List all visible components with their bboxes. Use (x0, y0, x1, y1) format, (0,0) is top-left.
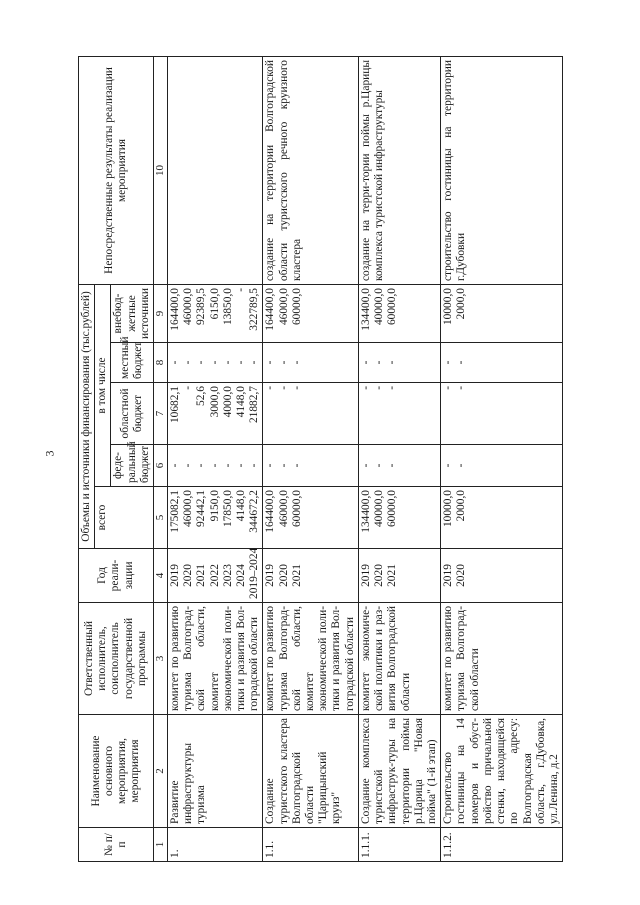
row-total-value: 4148,0 (234, 490, 247, 522)
row-regional-value: - (455, 386, 468, 390)
row-local-value: - (234, 360, 247, 365)
row-extrabudget-value: 322789,5 (248, 288, 261, 331)
row-regional-value: 52,6 (195, 386, 208, 406)
table-header (79, 57, 168, 862)
row-local-value: - (248, 360, 261, 365)
row-total-value: 344672,2 (248, 490, 261, 533)
row-result: создание на территории Волгоградской области туристского речного круизного кластера (263, 57, 359, 285)
column-index: 2 (154, 715, 168, 828)
row-local-value: - (277, 360, 290, 365)
header-extrabudget: внебюд-жетные источники (111, 285, 154, 343)
column-index-row (154, 57, 168, 862)
row-total (263, 487, 359, 549)
header-total: всего (95, 487, 154, 549)
row-federal-value: - (234, 463, 247, 468)
row-years-value: 2021 (195, 564, 208, 587)
row-extrabudget-value: 10000,0 (442, 288, 455, 326)
row-regional (263, 383, 359, 445)
row-result: строительство гостиницы на территории г.Дубовки (441, 57, 563, 285)
row-extrabudget-value: 46000,0 (277, 288, 290, 326)
row-regional (358, 383, 440, 445)
row-extrabudget-value: 60000,0 (290, 288, 303, 326)
row-federal-value: - (264, 463, 277, 468)
column-index: 10 (154, 57, 168, 285)
row-regional-value: - (182, 386, 195, 390)
row-local-value: - (195, 360, 208, 365)
row-years (441, 549, 563, 603)
page-number: 3 (42, 450, 57, 457)
row-extrabudget-value: - (234, 288, 247, 292)
header-name: Наименование основного мероприятия, мероприятия (79, 715, 154, 828)
row-total (167, 487, 263, 549)
row-total-value: 40000,0 (373, 490, 386, 528)
row-extrabudget (441, 285, 563, 343)
column-index: 8 (154, 343, 168, 383)
row-total-value: 10000,0 (442, 490, 455, 528)
program-table (78, 56, 563, 862)
row-number: 1.1.1. (358, 828, 440, 862)
row-federal-value: - (168, 463, 181, 468)
row-extrabudget-value: 40000,0 (373, 288, 386, 326)
row-extrabudget-value: 6150,0 (208, 288, 221, 320)
header-result: Непосредственные результаты реализации мероприятия (79, 57, 154, 285)
row-extrabudget-value: 164400,0 (264, 288, 277, 331)
row-local-value: - (168, 360, 181, 365)
column-index: 7 (154, 383, 168, 445)
row-years-value: 2021 (290, 564, 303, 587)
column-index: 6 (154, 445, 168, 487)
table-row (167, 57, 263, 862)
column-index: 1 (154, 828, 168, 862)
row-federal-value: - (373, 463, 386, 468)
column-index: 5 (154, 487, 168, 549)
header-finance: Объемы и источники финансирования (тыс.рублей) (79, 285, 95, 549)
table-row (441, 57, 563, 862)
row-years (358, 549, 440, 603)
row-result: создание на терри-тории поймы р.Царицы комплекса туристской инфраструктуры (358, 57, 440, 285)
row-total-value: 164400,0 (264, 490, 277, 533)
row-total-value: 175082,1 (168, 490, 181, 533)
rotated-page (78, 57, 568, 862)
row-local (441, 343, 563, 383)
row-years (263, 549, 359, 603)
row-federal (167, 445, 263, 487)
row-federal-value: - (248, 463, 261, 468)
row-extrabudget-value: 164400,0 (168, 288, 181, 331)
row-regional-value: - (359, 386, 372, 390)
row-years-value: 2019–2024 (248, 547, 261, 599)
header-responsible: Ответственный исполнитель, соисполнитель государственной программы (79, 603, 154, 715)
row-local-value: - (290, 360, 303, 365)
row-total-value: 60000,0 (290, 490, 303, 528)
header-year: Год реали-зации (79, 549, 154, 603)
row-federal-value: - (208, 463, 221, 468)
row-regional (441, 383, 563, 445)
row-responsible: комитет по развитию туризма Волгоград-ской области (441, 603, 563, 715)
header-regional: областной бюджет (111, 383, 154, 445)
row-federal-value: - (221, 463, 234, 468)
row-federal-value: - (455, 463, 468, 468)
row-local-value: - (373, 360, 386, 365)
row-years (167, 549, 263, 603)
row-number: 1.1.2. (441, 828, 563, 862)
row-years-value: 2023 (221, 564, 234, 587)
row-local-value: - (455, 360, 468, 365)
row-federal-value: - (442, 463, 455, 468)
header-num: № п/п (79, 828, 154, 862)
row-federal (358, 445, 440, 487)
row-years-value: 2019 (168, 564, 181, 587)
row-years-value: 2021 (386, 564, 399, 587)
row-total (358, 487, 440, 549)
row-federal (263, 445, 359, 487)
row-regional-value: - (386, 386, 399, 390)
row-total-value: 46000,0 (182, 490, 195, 528)
table-row (263, 57, 359, 862)
row-local-value: - (386, 360, 399, 365)
row-local-value: - (359, 360, 372, 365)
row-total-value: 2000,0 (455, 490, 468, 522)
row-federal-value: - (182, 463, 195, 468)
row-federal-value: - (386, 463, 399, 468)
header-including: в том числе (95, 285, 111, 487)
row-federal-value: - (277, 463, 290, 468)
row-total-value: 92442,1 (195, 490, 208, 528)
row-number: 1. (167, 828, 263, 862)
row-years-value: 2020 (182, 564, 195, 587)
row-years-value: 2019 (359, 564, 372, 587)
row-extrabudget-value: 92389,5 (195, 288, 208, 326)
row-extrabudget-value: 46000,0 (182, 288, 195, 326)
row-federal-value: - (359, 463, 372, 468)
row-local-value: - (264, 360, 277, 365)
row-regional-value: - (290, 386, 303, 390)
row-total-value: 17850,0 (221, 490, 234, 528)
table-row (358, 57, 440, 862)
row-regional-value: - (277, 386, 290, 390)
row-name: Создание туристского кластера Волгоградской области "Царицынский круиз" (263, 715, 359, 828)
row-name: Создание комплекса туристской инфраструк-туры на территории поймы р.Царица "Новая пойма" (1-й этап) (358, 715, 440, 828)
header-local: местный бюджет (111, 343, 154, 383)
row-local-value: - (182, 360, 195, 365)
row-total (441, 487, 563, 549)
row-responsible: комитет по развитию туризма Волгоград-ской области, комитет экономической поли-тики и развития Вол-гоградской области (263, 603, 359, 715)
row-regional-value: 4000,0 (221, 386, 234, 418)
row-extrabudget-value: 2000,0 (455, 288, 468, 320)
row-extrabudget-value: 134400,0 (359, 288, 372, 331)
column-index: 3 (154, 603, 168, 715)
row-regional-value: 10682,1 (168, 386, 181, 424)
row-total-value: 9150,0 (208, 490, 221, 522)
row-regional-value: - (373, 386, 386, 390)
row-local-value: - (442, 360, 455, 365)
row-extrabudget (358, 285, 440, 343)
header-federal: феде-ральный бюджет (111, 445, 154, 487)
row-years-value: 2019 (442, 564, 455, 587)
row-total-value: 46000,0 (277, 490, 290, 528)
row-years-value: 2019 (264, 564, 277, 587)
row-federal-value: - (290, 463, 303, 468)
row-regional-value: 3000,0 (208, 386, 221, 418)
row-local (167, 343, 263, 383)
column-index: 4 (154, 549, 168, 603)
row-number: 1.1. (263, 828, 359, 862)
row-total-value: 134400,0 (359, 490, 372, 533)
row-years-value: 2022 (208, 564, 221, 587)
row-years-value: 2020 (277, 564, 290, 587)
column-index: 9 (154, 285, 168, 343)
row-regional-value: - (264, 386, 277, 390)
row-extrabudget (167, 285, 263, 343)
row-years-value: 2020 (455, 564, 468, 587)
row-federal-value: - (195, 463, 208, 468)
row-regional-value: 21882,7 (248, 386, 261, 424)
row-result (167, 57, 263, 285)
row-regional (167, 383, 263, 445)
row-years-value: 2020 (373, 564, 386, 587)
row-local-value: - (221, 360, 234, 365)
row-name: Развитие инфраструктуры туризма (167, 715, 263, 828)
row-extrabudget (263, 285, 359, 343)
row-regional-value: - (442, 386, 455, 390)
table-body (167, 57, 562, 862)
row-name: Строительство гостиницы на 14 номеров и обуст-ройство причальной стенки, находящейся по адресу: Волгоградская область, г.Дубовка, ул.Ленина, д.2 (441, 715, 563, 828)
row-local (358, 343, 440, 383)
row-extrabudget-value: 13850,0 (221, 288, 234, 326)
row-responsible: комитет по развитию туризма Волгоград-ской области, комитет экономической поли-тики и развития Вол-гоградской области (167, 603, 263, 715)
row-responsible: комитет экономиче-ской политики и раз-вития Волгоградской области (358, 603, 440, 715)
row-total-value: 60000,0 (386, 490, 399, 528)
row-extrabudget-value: 60000,0 (386, 288, 399, 326)
row-federal (441, 445, 563, 487)
row-years-value: 2024 (234, 564, 247, 587)
row-regional-value: 4148,0 (234, 386, 247, 418)
row-local (263, 343, 359, 383)
row-local-value: - (208, 360, 221, 365)
